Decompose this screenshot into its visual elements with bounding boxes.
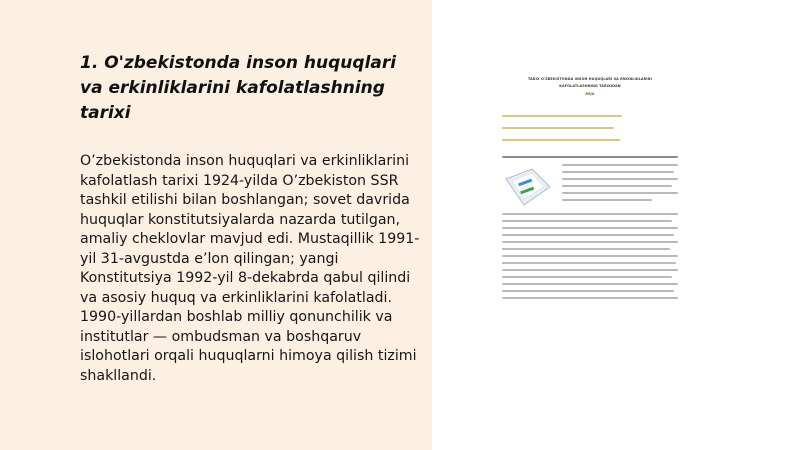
document-text-line xyxy=(502,290,674,292)
slide-body-text: O’zbekistonda inson huquqlari va erkinliklarini kafolatlash tarixi 1924-yilda O’zbekiston SSR tashkil etilishi bilan boshlangan; sovet davrida huquqlar konstitutsiyalarda nazarda tutilgan, amaliy cheklovlar mavjud edi. Mustaqillik 1991-yil 31-avgustda e’lon qilingan; yangi Konstitutsiya 1992-yil 8-dekabrda qabul qilindi va asosiy huquq va erkinliklarini kafolatladi. 1990-yillardan boshlab milliy qonunchilik va institutlar — ombudsman va boshqaruv islohotlari orqali huquqlarni himoya qilish tizimi shakllandi. xyxy=(80,153,420,384)
document-text-line xyxy=(502,213,678,215)
document-plan-line xyxy=(502,139,620,141)
document-text-line xyxy=(502,227,678,229)
document-text-line xyxy=(502,156,678,158)
document-text-line xyxy=(502,297,678,299)
document-text-line xyxy=(502,262,676,264)
document-text-line xyxy=(562,171,674,173)
document-text-line xyxy=(502,283,678,285)
document-text-line xyxy=(502,276,672,278)
document-text-line xyxy=(502,269,678,271)
document-preview-image xyxy=(492,60,688,320)
document-text-line xyxy=(502,255,678,257)
document-text-line xyxy=(562,178,678,180)
document-badge-icon xyxy=(502,165,554,209)
document-text-line xyxy=(502,241,678,243)
document-plan-line xyxy=(502,115,622,117)
document-heading-line-3: REJA xyxy=(585,92,595,96)
document-text-line xyxy=(562,185,672,187)
document-text-line xyxy=(502,220,672,222)
document-heading-line-2: KAFOLATLASHNING TARIXIDAN xyxy=(559,84,621,88)
slide-title: 1. O'zbekistonda inson huquqlari va erkinliklarini kafolatlashning tarixi xyxy=(80,53,397,123)
document-plan-line xyxy=(502,127,614,129)
document-text-line xyxy=(502,248,670,250)
document-text-line xyxy=(562,192,678,194)
document-heading-line-1: TARIX O'ZBEKISTONDA INSON HUQUQLARI VA ERKINLIKLARINI xyxy=(528,77,652,81)
document-text-line xyxy=(502,234,674,236)
document-text-line xyxy=(562,199,652,201)
document-text-line xyxy=(562,164,678,166)
